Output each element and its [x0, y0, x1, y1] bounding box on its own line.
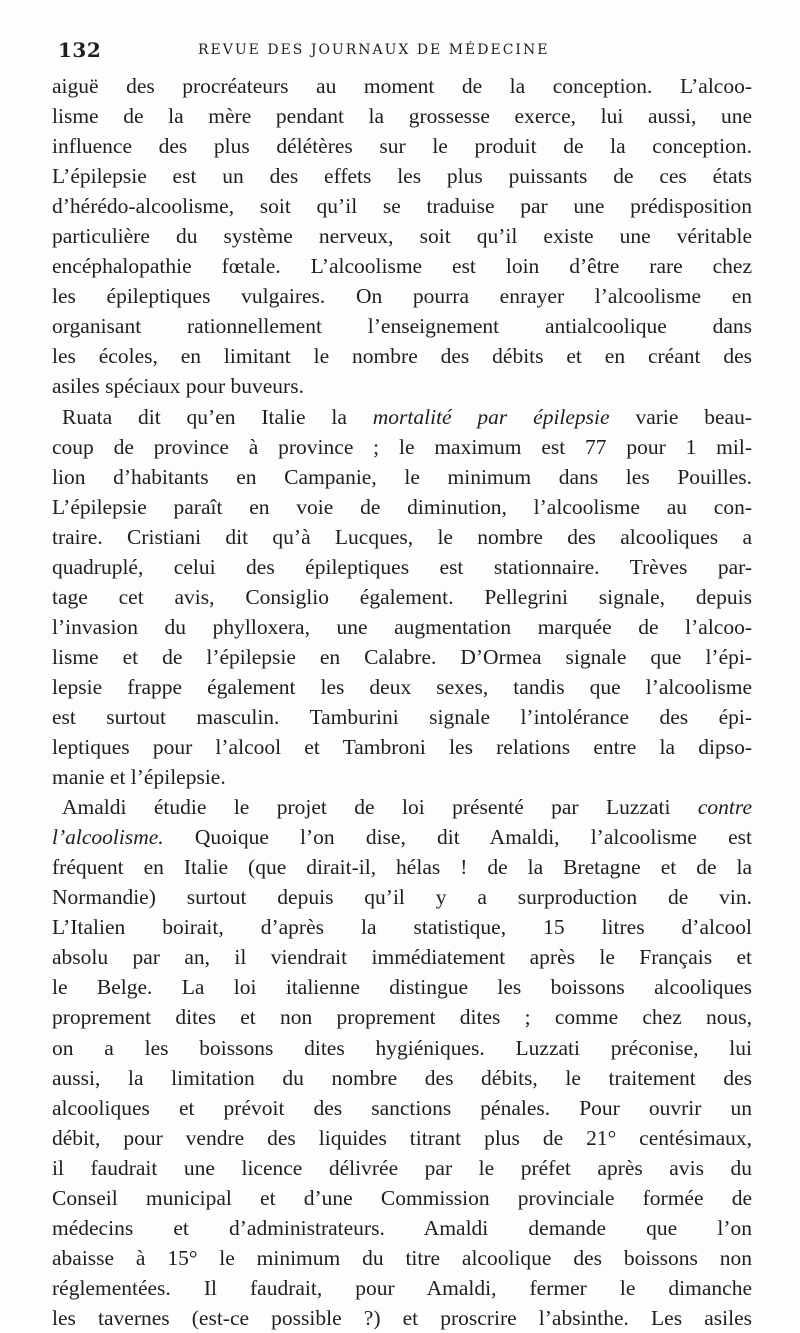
text-line: lion d’habitants en Campanie, le minimum dans les Pouilles. [52, 464, 752, 489]
text-line: lepsie frappe également les deux sexes, tandis que l’alcoolisme [52, 674, 752, 699]
line-segment: Ruata dit qu’en Italie la [62, 404, 347, 429]
text-line: encéphalopathie fœtale. L’alcoolisme est loin d’être rare chez [52, 254, 752, 279]
text-line: réglementées. Il faudrait, pour Amaldi, fermer le dimanche [52, 1275, 752, 1300]
text-line [52, 402, 752, 432]
text-line: il faudrait une licence délivrée par le préfet après avis du [52, 1155, 752, 1180]
text-line: L’épilepsie est un des effets les plus puissants de ces états [52, 164, 752, 189]
text-line: absolu par an, il viendrait immédiatement après le Français et [52, 945, 752, 970]
text-line: débit, pour vendre des liquides titrant plus de 21° centésimaux, [52, 1125, 752, 1150]
text-line: organisant rationnellement l’enseignement antialcoolique dans [52, 314, 752, 339]
italic-phrase: mortalité par épilepsie [372, 404, 610, 429]
text-line: leptiques pour l’alcool et Tambroni les relations entre la dipso- [52, 735, 752, 760]
text-line: Conseil municipal et d’une Commission provinciale formée de [52, 1185, 752, 1210]
text-line: aussi, la limitation du nombre des débits, le traitement des [52, 1065, 752, 1090]
text-line: médecins et d’administrateurs. Amaldi demande que l’on [52, 1215, 752, 1240]
text-line: L’épilepsie paraît en voie de diminution, l’alcoolisme au con- [52, 494, 752, 519]
text-line: quadruplé, celui des épileptiques est stationnaire. Trèves par- [52, 554, 752, 579]
text-line: fréquent en Italie (que dirait-il, hélas ! de la Bretagne et de la [52, 855, 752, 880]
text-line [52, 792, 752, 822]
text-line: coup de province à province ; le maximum est 77 pour 1 mil- [52, 434, 752, 459]
text-line: lisme et de l’épilepsie en Calabre. D’Ormea signale que l’épi- [52, 644, 752, 669]
text-line: on a les boissons dites hygiéniques. Luzzati préconise, lui [52, 1035, 752, 1060]
text-line: les écoles, en limitant le nombre des débits et en créant des [52, 344, 752, 369]
text-line: lisme de la mère pendant la grossesse exerce, lui aussi, une [52, 104, 752, 129]
text-line: manie et l’épilepsie. [52, 765, 226, 790]
line-segment: Amaldi étudie le projet de loi présenté par Luzzati [62, 795, 671, 820]
italic-phrase: contre [697, 795, 752, 820]
italic-phrase: l’alcoolisme. [52, 825, 164, 850]
text-line: d’hérédo-alcoolisme, soit qu’il se traduise par une prédisposition [52, 194, 752, 219]
text-line: particulière du système nerveux, soit qu’il existe une véritable [52, 224, 752, 249]
text-line: le Belge. La loi italienne distingue les boissons alcooliques [52, 975, 752, 1000]
text-line: abaisse à 15° le minimum du titre alcoolique des boissons non [52, 1245, 752, 1270]
text-line: tage cet avis, Consiglio également. Pellegrini signale, depuis [52, 584, 752, 609]
text-line: asiles spéciaux pour buveurs. [52, 374, 304, 399]
text-line: aiguë des procréateurs au moment de la conception. L’alcoo- [52, 74, 752, 98]
line-segment: varie beau- [635, 404, 753, 429]
text-line: influence des plus délétères sur le produit de la conception. [52, 134, 752, 159]
body-text [52, 71, 752, 1333]
text-line: proprement dites et non proprement dites ; comme chez nous, [52, 1005, 752, 1030]
running-head: REVUE DES JOURNAUX DE MÉDECINE [198, 42, 550, 58]
text-line: L’Italien boirait, d’après la statistique, 15 litres d’alcool [52, 915, 752, 940]
text-line: alcooliques et prévoit des sanctions pénales. Pour ouvrir un [52, 1095, 752, 1120]
text-line [52, 822, 752, 852]
page-header [58, 38, 748, 68]
text-line: l’invasion du phylloxera, une augmentation marquée de l’alcoo- [52, 614, 752, 639]
text-line: est surtout masculin. Tamburini signale l’intolérance des épi- [52, 704, 752, 729]
text-line: traire. Cristiani dit qu’à Lucques, le nombre des alcooliques a [52, 524, 752, 549]
line-segment: Quoique l’on dise, dit Amaldi, l’alcoolisme est [194, 825, 753, 850]
text-line: les épileptiques vulgaires. On pourra enrayer l’alcoolisme en [52, 284, 752, 309]
page-number: 132 [58, 38, 102, 62]
text-line: Normandie) surtout depuis qu’il y a surproduction de vin. [52, 885, 752, 910]
text-line: les tavernes (est-ce possible ?) et proscrire l’absinthe. Les asiles [52, 1305, 752, 1330]
